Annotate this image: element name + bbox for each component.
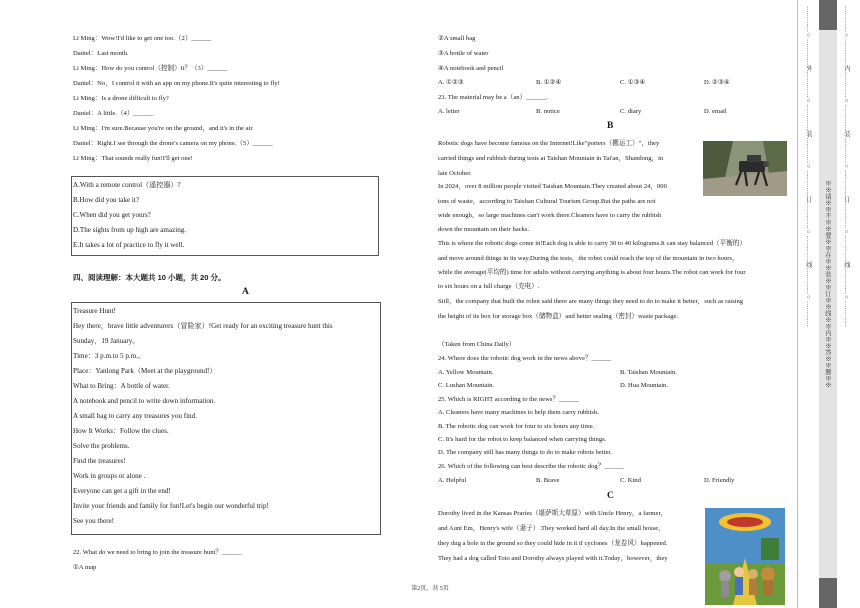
section-header: 四、阅读理解：本大题共 10 小题，共 20 分。 <box>73 273 226 282</box>
passage-a-line: Time：3 p.m.to 5 p.m.。 <box>73 352 146 360</box>
q22-option: C. ①③④ <box>620 79 646 86</box>
wizard-of-oz-poster <box>705 508 785 605</box>
q26-option: D. Friendly <box>704 477 735 484</box>
choice-item: C.When did you get yours? <box>73 211 151 219</box>
q25-option: C. It's hard for the robot to keep balanced when carrying things. <box>438 436 607 443</box>
q22-item: ③A bottle of water <box>438 50 489 57</box>
passage-b-line: carried things and rubbish during tests at Taishan Mountain in Tai'an，Shandong，in <box>438 155 664 162</box>
passage-b-line: and move around things in its way.During the tests，the robot could reach the top of the mountain in two hours， <box>438 255 739 262</box>
question-22-option: ①A map <box>73 564 97 571</box>
dialogue-line: Daniel：No，I control it with an app on my phone.It's quite interesting to fly! <box>73 80 280 87</box>
passage-c-line: Dorothy lived in the Kansas Praries（堪萨斯大草原）with Uncle Henry，a farmer， <box>438 510 668 517</box>
binding-rule <box>797 0 798 608</box>
question-24: 24. Where does the robotic dog work in the news above？______ <box>438 355 612 362</box>
question-26: 26. Which of the following can best describe the robotic dog？______ <box>438 463 625 470</box>
page-footer: 第2页，共 5页 <box>411 586 449 592</box>
q24-option: D. Hua Mountain. <box>620 382 668 389</box>
passage-b-line: Robotic dogs have become famous on the Internet!Like"porters（搬运工）"，they <box>438 140 660 147</box>
q26-option: C. Kind <box>620 477 641 484</box>
q25-option: B. The robotic dog can work for four to six hours any time. <box>438 423 595 430</box>
passage-a-line: Everyone can get a gift in the end! <box>73 487 171 495</box>
q25-option: A. Cleaners have many machines to help them carry rubbish. <box>438 409 599 416</box>
q23-option: A. letter <box>438 108 460 115</box>
passage-a-line: What to Bring：A bottle of water. <box>73 382 170 390</box>
q23-option: C. diary <box>620 108 642 115</box>
passage-a-line: How It Works：Follow the clues. <box>73 427 169 435</box>
q22-item: ④A notebook and pencil <box>438 65 504 72</box>
passage-b-letter: B <box>607 121 614 131</box>
robot-dog-photo <box>703 141 787 196</box>
passage-a-line: Solve the problems. <box>73 442 130 450</box>
passage-a-line: A notebook and pencil to write down information. <box>73 397 216 405</box>
q22-option: D. ②③④ <box>704 79 730 86</box>
passage-c-line: They had a dog called Toto and Dorothy always played with it.Today，however，they <box>438 555 668 562</box>
source-line: （Taken from China Daily） <box>438 341 516 348</box>
passage-c-line: and Aunt Em，Henry's wife（妻子）.They worked hard all day.In the small house， <box>438 525 665 532</box>
passage-a-line: Invite your friends and family for fun!Let's begin our wonderful trip! <box>73 502 269 510</box>
q26-option: B. Brave <box>536 477 560 484</box>
dialogue-line: Li Ming：How do you control（控制）it？（3）______ <box>73 65 228 72</box>
passage-a-line: Work in groups or alone . <box>73 472 146 480</box>
choice-item: E.It takes a lot of practice to fly it well. <box>73 241 185 249</box>
binding-warning: ※※请※※不※※要※※在※※装※※订※※线※※内※※答※※题※※ <box>824 180 831 388</box>
choice-item: D.The sights from up high are amazing. <box>73 226 187 234</box>
passage-a-line: Find the treasures! <box>73 457 126 465</box>
passage-b-line: Still，the company that built the robot said there are many things they need to do to make it better，such as raising <box>438 298 744 305</box>
q22-item: ②A small bag <box>438 35 476 42</box>
dialogue-line: Li Ming：That sounds really fun!I'll get one! <box>73 155 193 162</box>
passage-b-line: In 2024，over 8 million people visited Taishan Mountain.They created about 24，000 <box>438 183 667 190</box>
binding-outer-line: …………○…………外…………○…………装…………○…………订…………○…………线…………○………… <box>805 6 812 327</box>
choice-item: B.How did you take it? <box>73 196 140 204</box>
binding-strip <box>797 0 860 608</box>
passage-b-line: tons of waste，according to Taishan Cultural Tourism Group.But the paths are not <box>438 198 656 205</box>
binding-bottom-block <box>819 578 837 608</box>
dialogue-line: Li Ming：Is a drone difficult to fly? <box>73 95 169 102</box>
question-25: 25. Which is RIGHT according to the news？______ <box>438 396 579 403</box>
passage-b-line: late October. <box>438 170 472 177</box>
dialogue-line: Daniel：Right.I see through the drone's camera on my phone.（5）______ <box>73 140 273 147</box>
passage-a-line: Place：Yanlong Park（Meet at the playground!） <box>73 367 217 375</box>
passage-a-line: A small bag to carry any treasures you find. <box>73 412 197 420</box>
q24-option: C. Lushan Mountain. <box>438 382 495 389</box>
binding-top-block <box>819 0 837 30</box>
passage-a-letter: A <box>242 287 249 297</box>
q22-option: B. ①②④ <box>536 79 562 86</box>
passage-a-line: Sunday，19 January。 <box>73 337 140 345</box>
q23-option: B. notice <box>536 108 560 115</box>
passage-c-letter: C <box>607 491 614 501</box>
question-22: 22. What do we need to bring to join the treasure hunt？______ <box>73 549 242 556</box>
passage-a-line: Treasure Hunt! <box>73 307 116 315</box>
passage-b-line: while the average(平均的) time for adults without carrying anything is about four hours.The robot can work for four <box>438 269 746 276</box>
q24-option: A. Yellow Mountain. <box>438 369 494 376</box>
q24-option: B. Taishan Mountain. <box>620 369 677 376</box>
passage-b-line: to six hours on a full charge（充电）. <box>438 283 540 290</box>
binding-inner-line: …………○…………内…………○…………装…………○…………订…………○…………线…………○………… <box>843 6 850 327</box>
dialogue-line: Li Ming：I'm sure.Because you're on the ground，and it's in the air. <box>73 125 254 132</box>
dialogue-line: Daniel：A little.（4）______ <box>73 110 154 117</box>
q26-option: A. Helpful <box>438 477 467 484</box>
q25-option: D. The company still has many things to do to make robots better. <box>438 449 612 456</box>
passage-b-line: the height of its box for storage box（储物盒）and better sealing（密封）waste package. <box>438 313 679 320</box>
dialogue-line: Li Ming：Wow!I'd like to get one too.（2）______ <box>73 35 212 42</box>
passage-b-line: This is where the robotic dogs come in!Each dog is able to carry 30 to 40 kilograms.It can stay balanced（平衡的） <box>438 240 746 247</box>
dialogue-line: Daniel：Last month. <box>73 50 129 57</box>
q22-option: A. ①②③ <box>438 79 464 86</box>
passage-b-line: wide enough，so large machines can't work there.Cleaners have to carry the rubbish <box>438 212 662 219</box>
passage-b-line: down the mountain on their backs. <box>438 226 530 233</box>
q23-option: D. email <box>704 108 727 115</box>
choice-item: A.With a remote control（遥控器）? <box>73 181 181 189</box>
passage-a-line: Hey there，brave little adventurers（冒险家）!Get ready for an exciting treasure hunt this <box>73 322 333 330</box>
passage-a-line: See you there! <box>73 517 114 525</box>
question-23: 23. The material may be a（an）______. <box>438 94 548 101</box>
passage-c-line: they dug a hole in the ground so they could hide in it if cyclones（龙卷风）happened. <box>438 540 668 547</box>
